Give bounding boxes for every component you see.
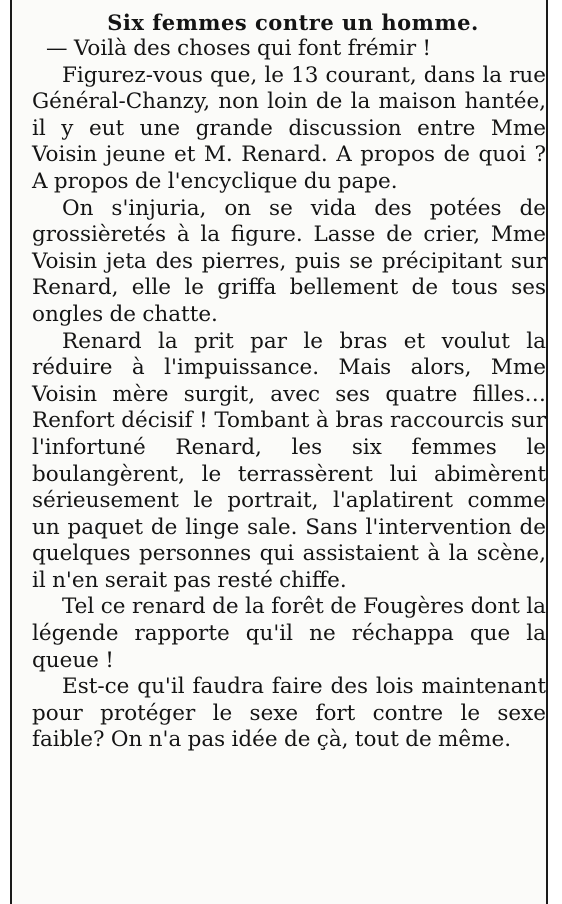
article-paragraph-2: Figurez-vous que, le 13 courant, dans la rue Général-Chanzy, non loin de la maison hantée, il y eut une grande discussion entre Mme Voisin jeune et M. Renard. A propos de quoi ? A propos de l'encyclique du pape.: [32, 62, 546, 194]
article-paragraph-5: Tel ce renard de la forêt de Fougères dont la légende rapporte qu'il ne réchappa que la queue !: [32, 594, 546, 673]
article-paragraph-4: Renard la prit par le bras et voulut la réduire à l'impuissance. Mais alors, Mme Voisin mère surgit, avec ses quatre filles… Renfort décisif ! Tombant à bras raccourcis sur l'infortuné Renard, les six femmes le boulangèrent, le terrassèrent lui abimèrent sérieusement le portrait, l'aplatirent comme un paquet de linge sale. Sans l'intervention de quelques personnes qui assistaient à la scène, il n'en serait pas resté chiffe.: [32, 328, 546, 593]
article-paragraph-3: On s'injuria, on se vida des potées de grossièretés à la figure. Lasse de crier, Mme Voisin jeta des pierres, puis se précipitant sur Renard, elle le griffa bellement de tous ses ongles de chatte.: [32, 195, 546, 327]
article: [32, 10, 546, 754]
article-headline: Six femmes contre un homme.: [107, 10, 479, 35]
article-paragraph-1: — Voilà des choses qui font frémir !: [46, 36, 432, 61]
newspaper-column: [10, 0, 548, 904]
article-paragraph-6: Est-ce qu'il faudra faire des lois maintenant pour protéger le sexe fort contre le sexe faible? On n'a pas idée de çà, tout de même.: [32, 674, 546, 753]
